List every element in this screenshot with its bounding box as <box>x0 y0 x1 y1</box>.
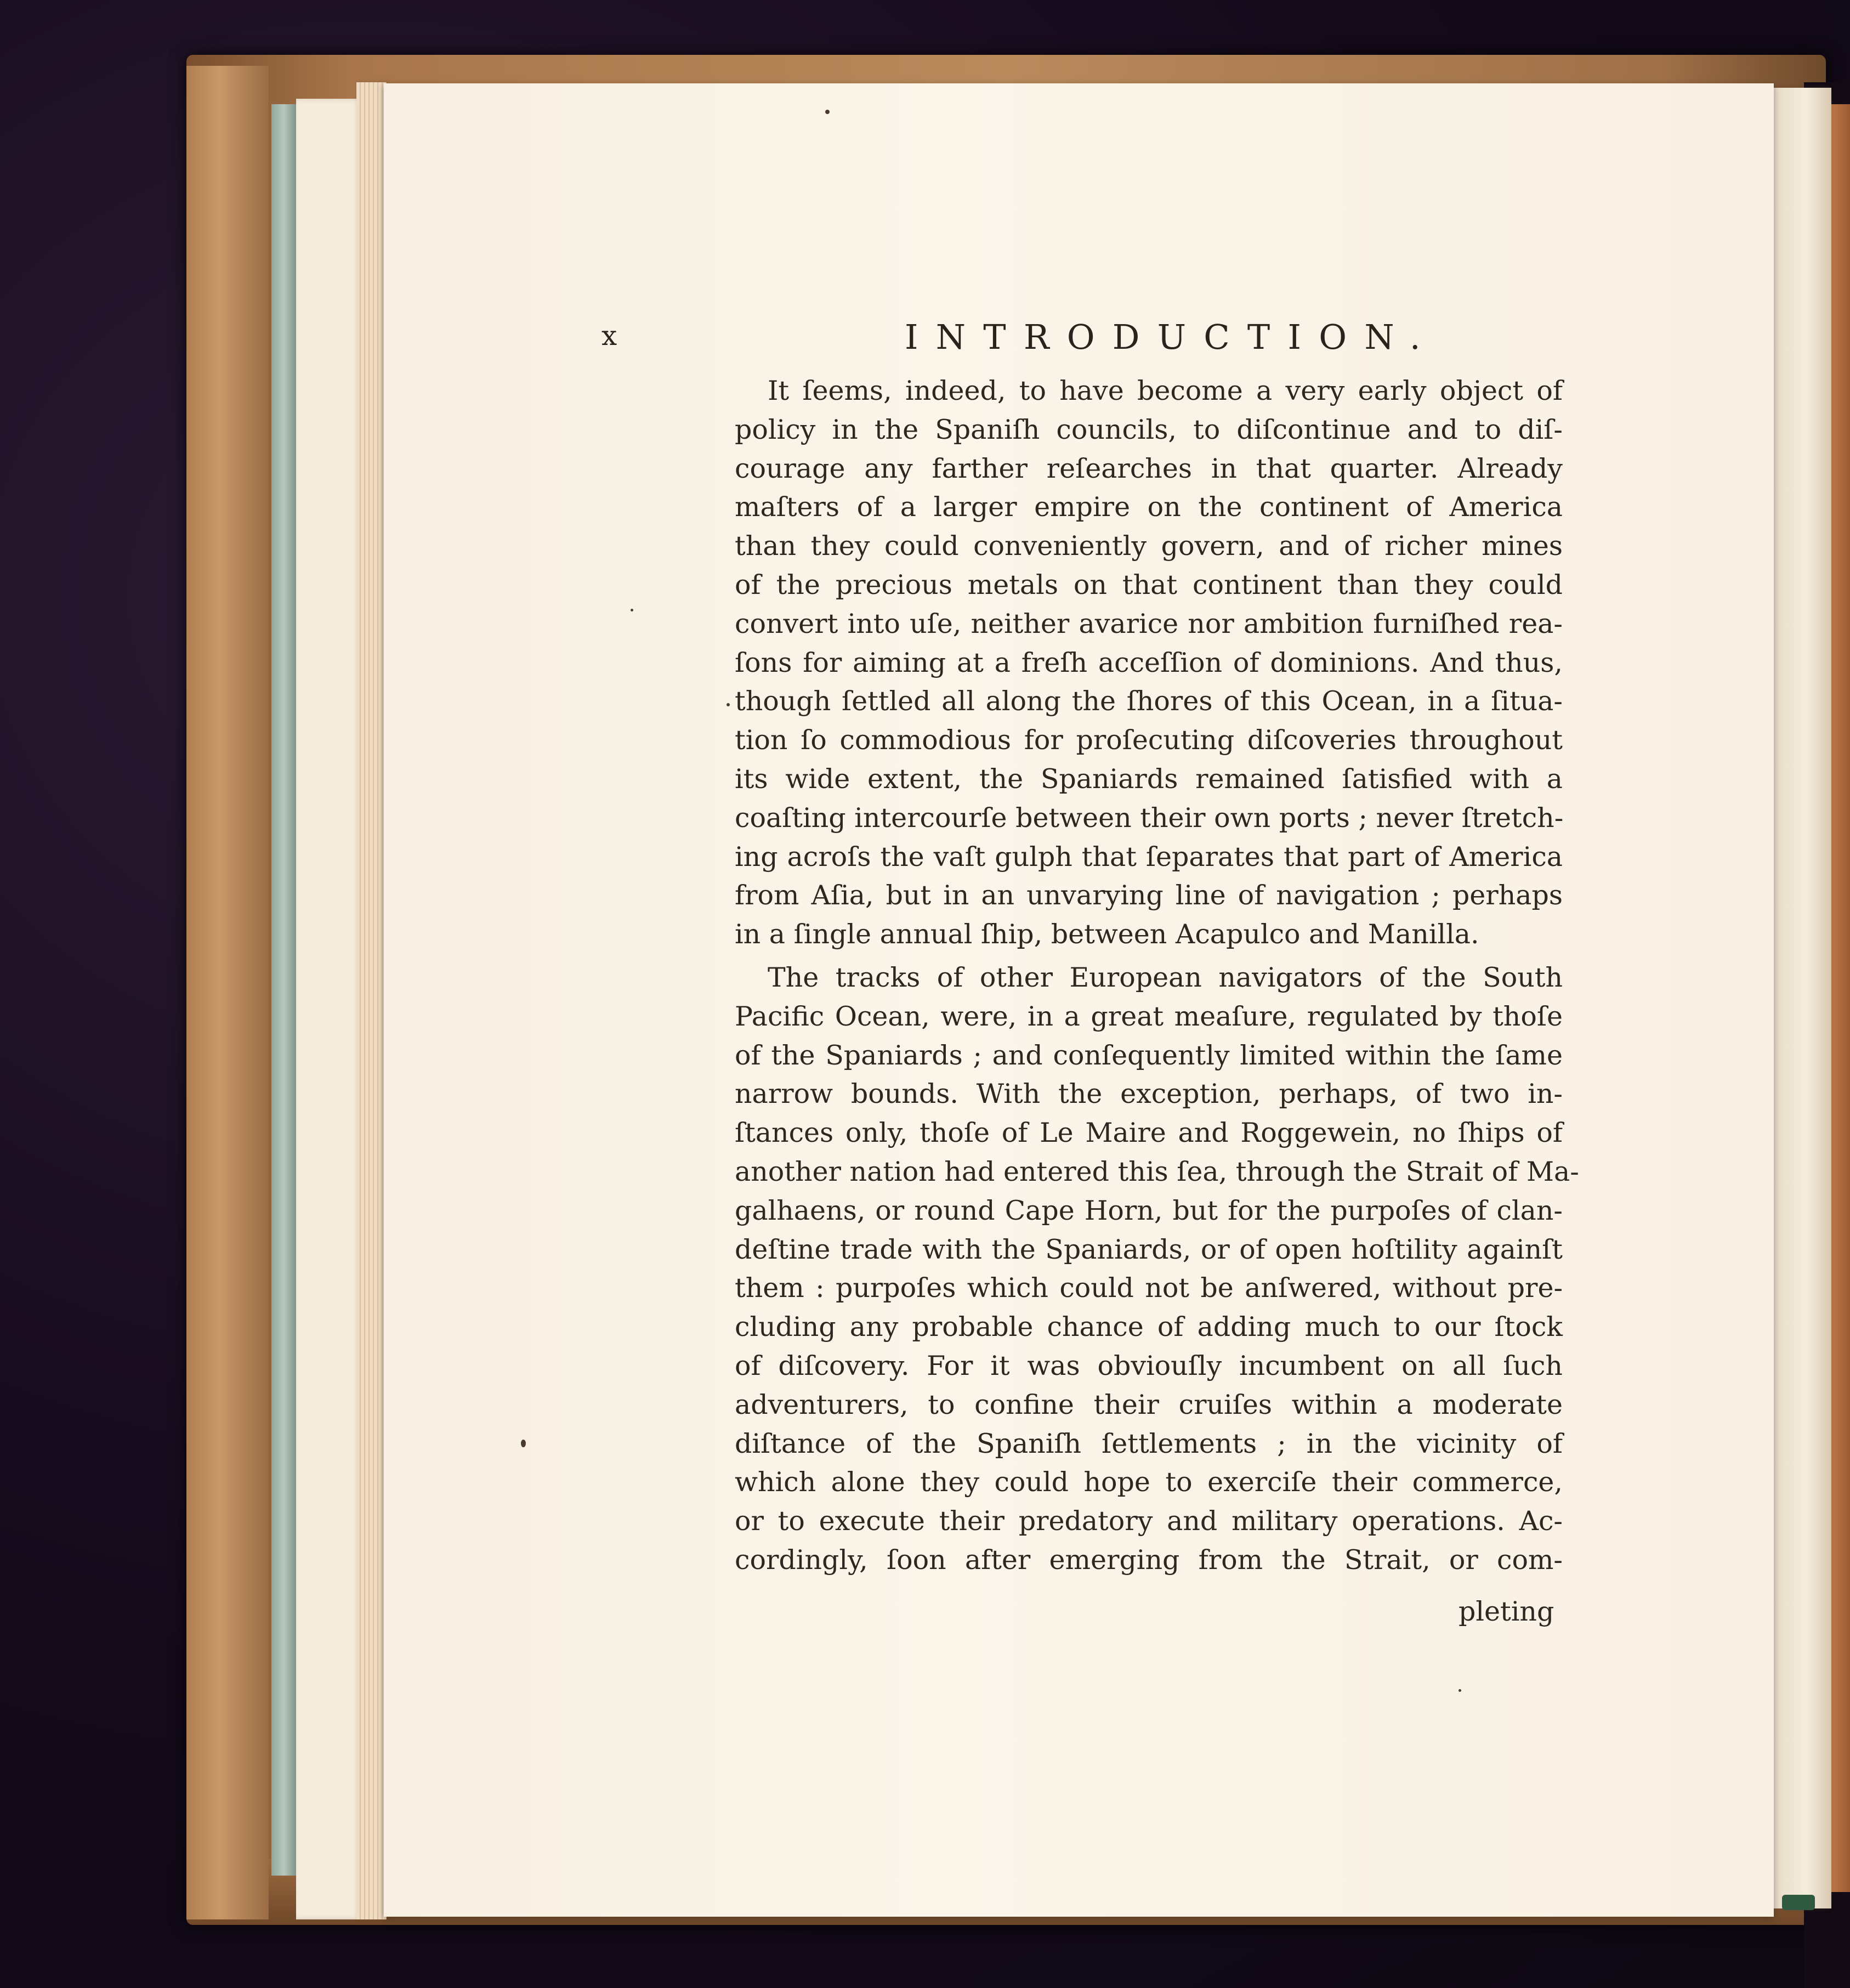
page-stack-edges <box>356 82 387 1919</box>
text-line: deſtine trade with the Spaniards, or of open hoſtility againſt <box>735 1233 1563 1265</box>
text-line: ſtances only, thoſe of Le Maire and Roggewein, no ſhips of <box>735 1117 1563 1149</box>
text-line: coaſting intercourſe between their own ports ; never ſtretch- <box>735 802 1564 834</box>
paper-speck <box>727 703 730 706</box>
next-page-edge <box>1771 88 1831 1908</box>
text-line: which alone they could hope to exerciſe their commerce, <box>735 1466 1563 1498</box>
endpaper-edge <box>271 104 296 1876</box>
page-number: x <box>601 320 617 352</box>
text-line: of diſcovery. For it was obviouſly incumbent on all ſuch <box>735 1350 1563 1381</box>
text-line: The tracks of other European navigators of the South <box>768 961 1563 993</box>
text-line: convert into uſe, neither avarice nor ambition furniſhed rea- <box>735 608 1563 639</box>
text-line: cordingly, ſoon after emerging from the Strait, or com- <box>735 1544 1563 1576</box>
text-line: policy in the Spaniſh councils, to diſcontinue and to diſ- <box>735 414 1563 445</box>
text-line: diſtance of the Spaniſh ſettlements ; in the vicinity of <box>735 1428 1563 1459</box>
bookmark-ribbon <box>1782 1895 1815 1910</box>
paragraph-2 <box>735 959 1579 1580</box>
text-line: than they could conveniently govern, and of richer mines <box>735 530 1563 562</box>
text-line: from Aſia, but in an unvarying line of navigation ; perhaps <box>735 880 1563 911</box>
text-line: Pacific Ocean, were, in a great meaſure, regulated by thoſe <box>735 1000 1563 1032</box>
paper-speck <box>825 110 830 114</box>
text-line: It ſeems, indeed, to have become a very early object of <box>768 375 1563 406</box>
paper-speck <box>521 1440 526 1447</box>
text-line: ing acroſs the vaſt gulph that ſeparates that part of America <box>735 841 1563 873</box>
book-spine-edge <box>186 66 269 1919</box>
text-line: though ſettled all along the ſhores of this Ocean, in a ſitua- <box>735 686 1563 717</box>
text-line: or to execute their predatory and military operations. Ac- <box>735 1505 1563 1537</box>
text-line: in a ſingle annual ſhip, between Acapulco and Manilla. <box>735 919 1479 950</box>
paper-speck <box>1459 1689 1461 1692</box>
text-line: courage any farther reſearches in that quarter. Already <box>735 452 1563 484</box>
catchword: pleting <box>1459 1596 1554 1627</box>
body-text <box>735 372 1579 1580</box>
text-line: of the precious metals on that continent than they could <box>735 569 1563 601</box>
text-line: ſons for aiming at a freſh acceſſion of dominions. And thus, <box>735 647 1563 678</box>
text-line: its wide extent, the Spaniards remained ſatisfied with a <box>735 763 1563 795</box>
running-head: INTRODUCTION. <box>905 317 1438 357</box>
text-line: of the Spaniards ; and conſequently limited within the ſame <box>735 1039 1563 1071</box>
text-line: cluding any probable chance of adding much to our ſtock <box>735 1311 1563 1343</box>
paper-speck <box>631 609 633 611</box>
text-line: maſters of a larger empire on the continent of America <box>735 491 1563 523</box>
text-line: narrow bounds. With the exception, perhaps, of two in- <box>735 1078 1563 1110</box>
paragraph-1 <box>735 372 1563 954</box>
text-line: them : purpoſes which could not be anſwered, without pre- <box>735 1272 1563 1304</box>
text-line: galhaens, or round Cape Horn, but for the purpoſes of clan- <box>735 1194 1563 1226</box>
text-line: another nation had entered this ſea, through the Strait of Ma- <box>735 1156 1579 1187</box>
text-line: tion ſo commodious for proſecuting diſcoveries throughout <box>735 724 1563 756</box>
text-line: adventurers, to confine their cruiſes within a moderate <box>735 1389 1563 1420</box>
